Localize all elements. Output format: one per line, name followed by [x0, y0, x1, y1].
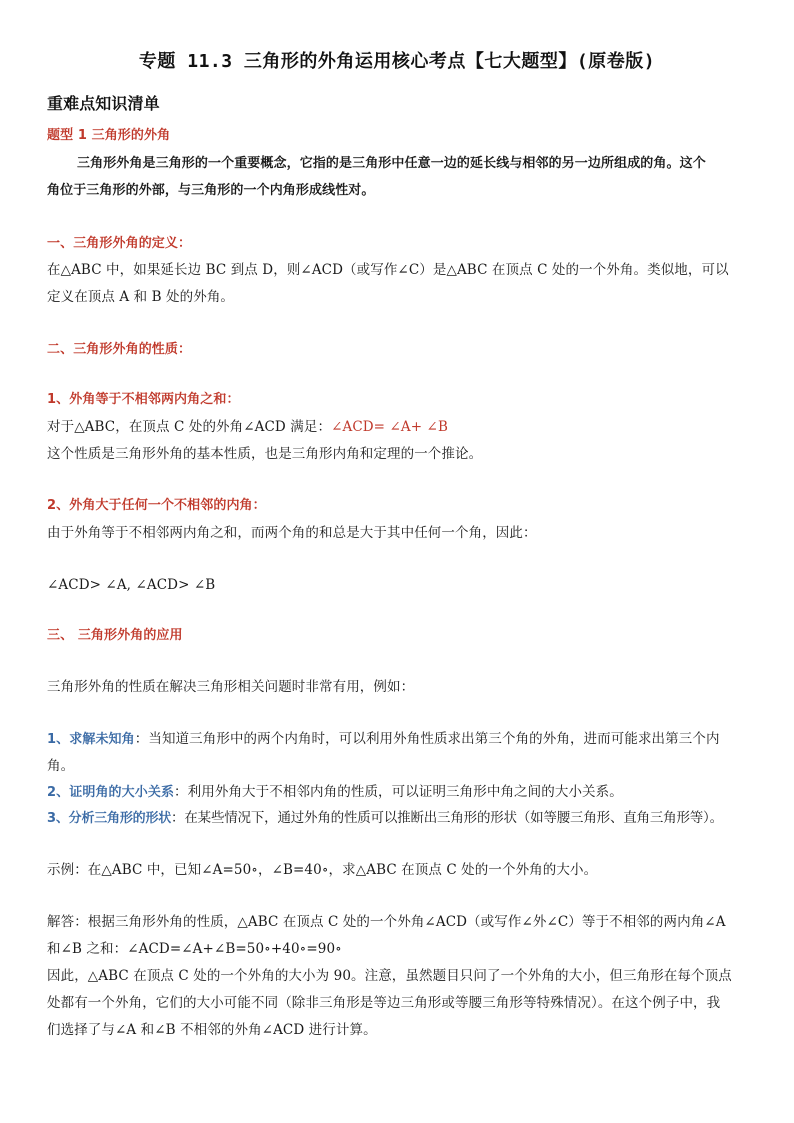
example-line: 示例：在△ABC 中，已知∠A=50∘，∠B=40∘，求△ABC 在顶点 C 处的一个外角的大小。 — [47, 862, 598, 878]
solution-line4: 处都有一个外角，它们的大小可能不同（除非三角形是等边三角形或等腰三角形等特殊情况）。在这个例子中，我 — [47, 995, 721, 1011]
solution-line1: 解答：根据三角形外角的性质，△ABC 在顶点 C 处的一个外角∠ACD（或写作∠外∠C）等于不相邻的两内角∠A — [47, 914, 726, 930]
definition-heading: 一、三角形外角的定义： — [47, 236, 192, 251]
applications-heading: 三、 三角形外角的应用 — [47, 628, 183, 643]
application-item1-line1 — [47, 730, 720, 749]
definition-line1: 在△ABC 中，如果延长边 BC 到点 D，则∠ACD（或写作∠C）是△ABC 在顶点 C 处的一个外角。类似地，可以 — [47, 262, 729, 278]
application-item2 — [47, 783, 623, 802]
solution-line3: 因此，△ABC 在顶点 C 处的一个外角的大小为 90。注意，虽然题目只问了一个外角的大小，但三角形在每个顶点 — [47, 968, 732, 984]
property1-line1 — [47, 418, 448, 436]
property1-text: 对于△ABC，在顶点 C 处的外角∠ACD 满足： — [47, 419, 332, 435]
application-item1-label: 1、求解未知角 — [47, 732, 135, 747]
application-item2-label: 2、证明角的大小关系 — [47, 785, 175, 800]
application-item2-text: ：利用外角大于不相邻内角的性质，可以证明三角形中角之间的大小关系。 — [174, 784, 623, 800]
properties-heading: 二、三角形外角的性质： — [47, 342, 192, 357]
section-heading: 重难点知识清单 — [47, 94, 160, 113]
applications-intro: 三角形外角的性质在解决三角形相关问题时非常有用，例如： — [47, 679, 415, 695]
page-title: 专题 11.3 三角形的外角运用核心考点【七大题型】(原卷版) — [138, 51, 656, 72]
property2-heading: 2、外角大于任何一个不相邻的内角： — [47, 498, 266, 513]
application-item3-text: ：在某些情况下，通过外角的性质可以推断出三角形的形状（如等腰三角形、直角三角形等）。 — [171, 810, 723, 826]
property2-line1: 由于外角等于不相邻两内角之和，而两个角的和总是大于其中任何一个角，因此： — [47, 525, 537, 541]
application-item3-label: 3、分析三角形的形状 — [47, 811, 172, 826]
application-item1-line2: 角。 — [47, 758, 75, 774]
property2-formula: ∠ACD> ∠A, ∠ACD> ∠B — [47, 577, 216, 593]
type1-intro-line1: 三角形外角是三角形的一个重要概念，它指的是三角形中任意一边的延长线与相邻的另一边所组成的角。这个 — [77, 156, 706, 171]
property1-heading: 1、外角等于不相邻两内角之和： — [47, 392, 240, 407]
solution-line2: 和∠B 之和：∠ACD=∠A+∠B=50∘+40∘=90∘ — [47, 941, 342, 957]
application-item3 — [47, 809, 723, 828]
type1-intro-line2: 角位于三角形的外部，与三角形的一个内角形成线性对。 — [47, 183, 375, 198]
application-item1-text: ：当知道三角形中的两个内角时，可以利用外角性质求出第三个角的外角，进而可能求出第三个内 — [134, 731, 720, 747]
property1-formula: ∠ACD= ∠A+ ∠B — [331, 419, 448, 435]
type1-label: 题型 1 三角形的外角 — [47, 128, 171, 143]
solution-line5: 们选择了与∠A 和∠B 不相邻的外角∠ACD 进行计算。 — [47, 1022, 377, 1038]
definition-line2: 定义在顶点 A 和 B 处的外角。 — [47, 289, 235, 305]
property1-line2: 这个性质是三角形外角的基本性质，也是三角形内角和定理的一个推论。 — [47, 446, 483, 462]
